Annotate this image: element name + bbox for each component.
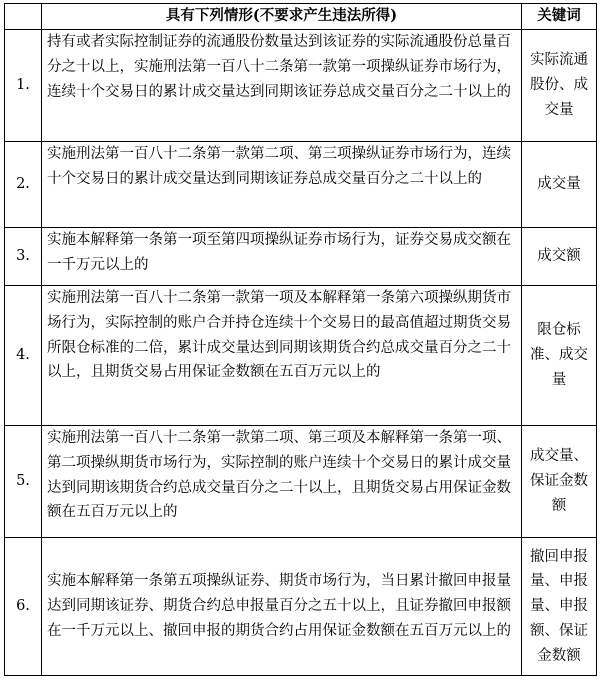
row-number: 4. bbox=[5, 286, 42, 426]
table-row bbox=[5, 538, 597, 676]
table-row bbox=[5, 286, 597, 426]
table-row bbox=[5, 426, 597, 538]
row-content: 实施刑法第一百八十二条第一款第二项、第三项操纵证券市场行为，连续十个交易日的累计成交量达到同期该证券总成交量百分之二十以上的 bbox=[42, 142, 522, 228]
row-number: 1. bbox=[5, 30, 42, 142]
header-num bbox=[5, 4, 42, 30]
header-keyword: 关键词 bbox=[522, 4, 597, 30]
table-row bbox=[5, 142, 597, 228]
row-number: 3. bbox=[5, 228, 42, 286]
row-number: 5. bbox=[5, 426, 42, 538]
criteria-table bbox=[4, 3, 597, 676]
row-keyword: 成交额 bbox=[522, 228, 597, 286]
row-number: 2. bbox=[5, 142, 42, 228]
row-number: 6. bbox=[5, 538, 42, 676]
table-row bbox=[5, 228, 597, 286]
row-keyword: 实际流通股份、成交量 bbox=[522, 30, 597, 142]
row-keyword: 成交量、保证金数额 bbox=[522, 426, 597, 538]
header-content: 具有下列情形(不要求产生违法所得) bbox=[42, 4, 522, 30]
row-content: 实施刑法第一百八十二条第一款第二项、第三项及本解释第一条第一项、第二项操纵期货市场行为，实际控制的账户连续十个交易日的累计成交量达到同期该期货合约总成交量百分之二十以上，且期货交易占用保证金数额在五百万元以上的 bbox=[42, 426, 522, 538]
header-row bbox=[5, 4, 597, 30]
row-content: 实施本解释第一条第一项至第四项操纵证券市场行为，证券交易成交额在一千万元以上的 bbox=[42, 228, 522, 286]
row-content: 实施本解释第一条第五项操纵证券、期货市场行为，当日累计撤回申报量达到同期该证券、期货合约总申报量百分之五十以上，且证券撤回申报额在一千万元以上、撤回申报的期货合约占用保证金数额在五百万元以上的 bbox=[42, 538, 522, 676]
row-keyword: 限仓标准、成交量 bbox=[522, 286, 597, 426]
row-content: 持有或者实际控制证券的流通股份数量达到该证券的实际流通股份总量百分之十以上，实施刑法第一百八十二条第一款第一项操纵证券市场行为，连续十个交易日的累计成交量达到同期该证券总成交量百分之二十以上的 bbox=[42, 30, 522, 142]
row-keyword: 成交量 bbox=[522, 142, 597, 228]
table-row bbox=[5, 30, 597, 142]
row-keyword: 撤回申报量、申报量、申报额、保证金数额 bbox=[522, 538, 597, 676]
row-content: 实施刑法第一百八十二条第一款第一项及本解释第一条第六项操纵期货市场行为，实际控制的账户合并持仓连续十个交易日的最高值超过期货交易所限仓标准的二倍，累计成交量达到同期该期货合约总成交量百分之二十以上，且期货交易占用保证金数额在五百万元以上的 bbox=[42, 286, 522, 426]
